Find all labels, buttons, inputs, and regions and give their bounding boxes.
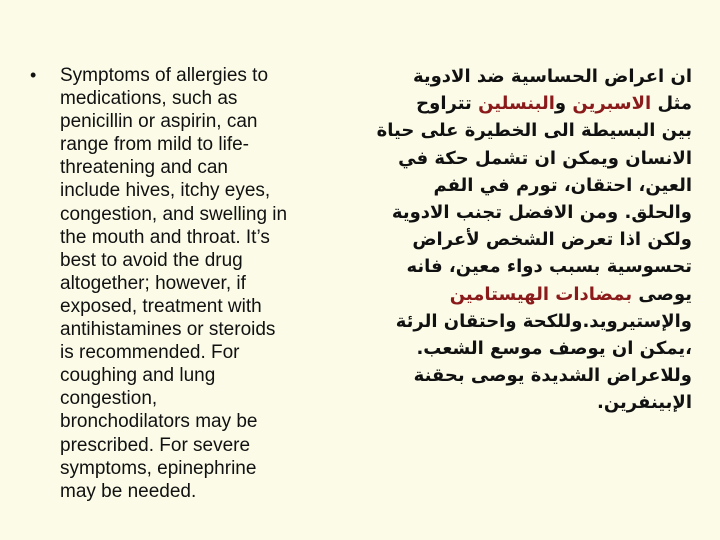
english-text-block <box>30 64 360 503</box>
arabic-line <box>352 281 692 308</box>
arabic-text: يوصى <box>632 283 692 305</box>
arabic-line: ولكن اذا تعرض الشخص لأعراض <box>412 229 692 251</box>
arabic-text: و <box>554 93 573 115</box>
english-line: Symptoms of allergies to <box>60 65 269 86</box>
bullet-marker: • <box>30 65 37 85</box>
drug-name-penicillin: البنسلين <box>478 93 555 115</box>
english-line: range from mild to life- <box>60 134 250 156</box>
english-line: exposed, treatment with <box>60 295 262 317</box>
arabic-text: مثل <box>651 93 692 115</box>
arabic-line: العين، احتقان، تورم في الفم <box>433 174 692 196</box>
english-line: threatening and can <box>60 157 228 179</box>
english-line: congestion, and swelling in <box>60 203 288 225</box>
arabic-line <box>352 90 692 117</box>
arabic-line: ،يمكن ان يوصف موسع الشعب. <box>416 338 692 360</box>
arabic-line: تحسوسية بسبب دواء معين، فانه <box>406 256 692 278</box>
drug-name-aspirin: الاسبرين <box>572 93 652 115</box>
arabic-line: الإبينفرين. <box>597 392 692 414</box>
english-line: penicillin or aspirin, can <box>60 111 258 133</box>
arabic-line: وللاعراض الشديدة يوصى بحقنة <box>413 365 692 387</box>
arabic-line: بين البسيطة الى الخطيرة على حياة <box>376 120 692 142</box>
arabic-line: ان اعراض الحساسية ضد الادوية <box>412 66 692 87</box>
english-line: medications, such as <box>60 88 238 110</box>
english-line: may be needed. <box>60 480 197 502</box>
arabic-line: والإستيرويد.وللكحة واحتقان الرئة <box>395 310 692 332</box>
arabic-line: الانسان ويمكن ان تشمل حكة في <box>398 147 692 169</box>
english-line: the mouth and throat. It’s <box>60 226 270 248</box>
arabic-line: والحلق. ومن الافضل تجنب الادوية <box>391 202 692 224</box>
arabic-text: تتراوح <box>416 93 479 115</box>
english-line: symptoms, epinephrine <box>60 457 257 479</box>
english-line: prescribed. For severe <box>60 434 251 456</box>
drug-name-antihistamines: بمضادات الهيستامين <box>449 283 633 305</box>
arabic-text-block <box>352 63 692 417</box>
english-line: best to avoid the drug <box>60 249 243 271</box>
english-line: coughing and lung <box>60 365 216 387</box>
english-line: bronchodilators may be <box>60 411 258 433</box>
english-line: antihistamines or steroids <box>60 319 276 341</box>
english-line: is recommended. For <box>60 342 240 364</box>
english-line: include hives, itchy eyes, <box>60 180 271 202</box>
english-line: altogether; however, if <box>60 272 246 294</box>
english-line: congestion, <box>60 388 158 410</box>
